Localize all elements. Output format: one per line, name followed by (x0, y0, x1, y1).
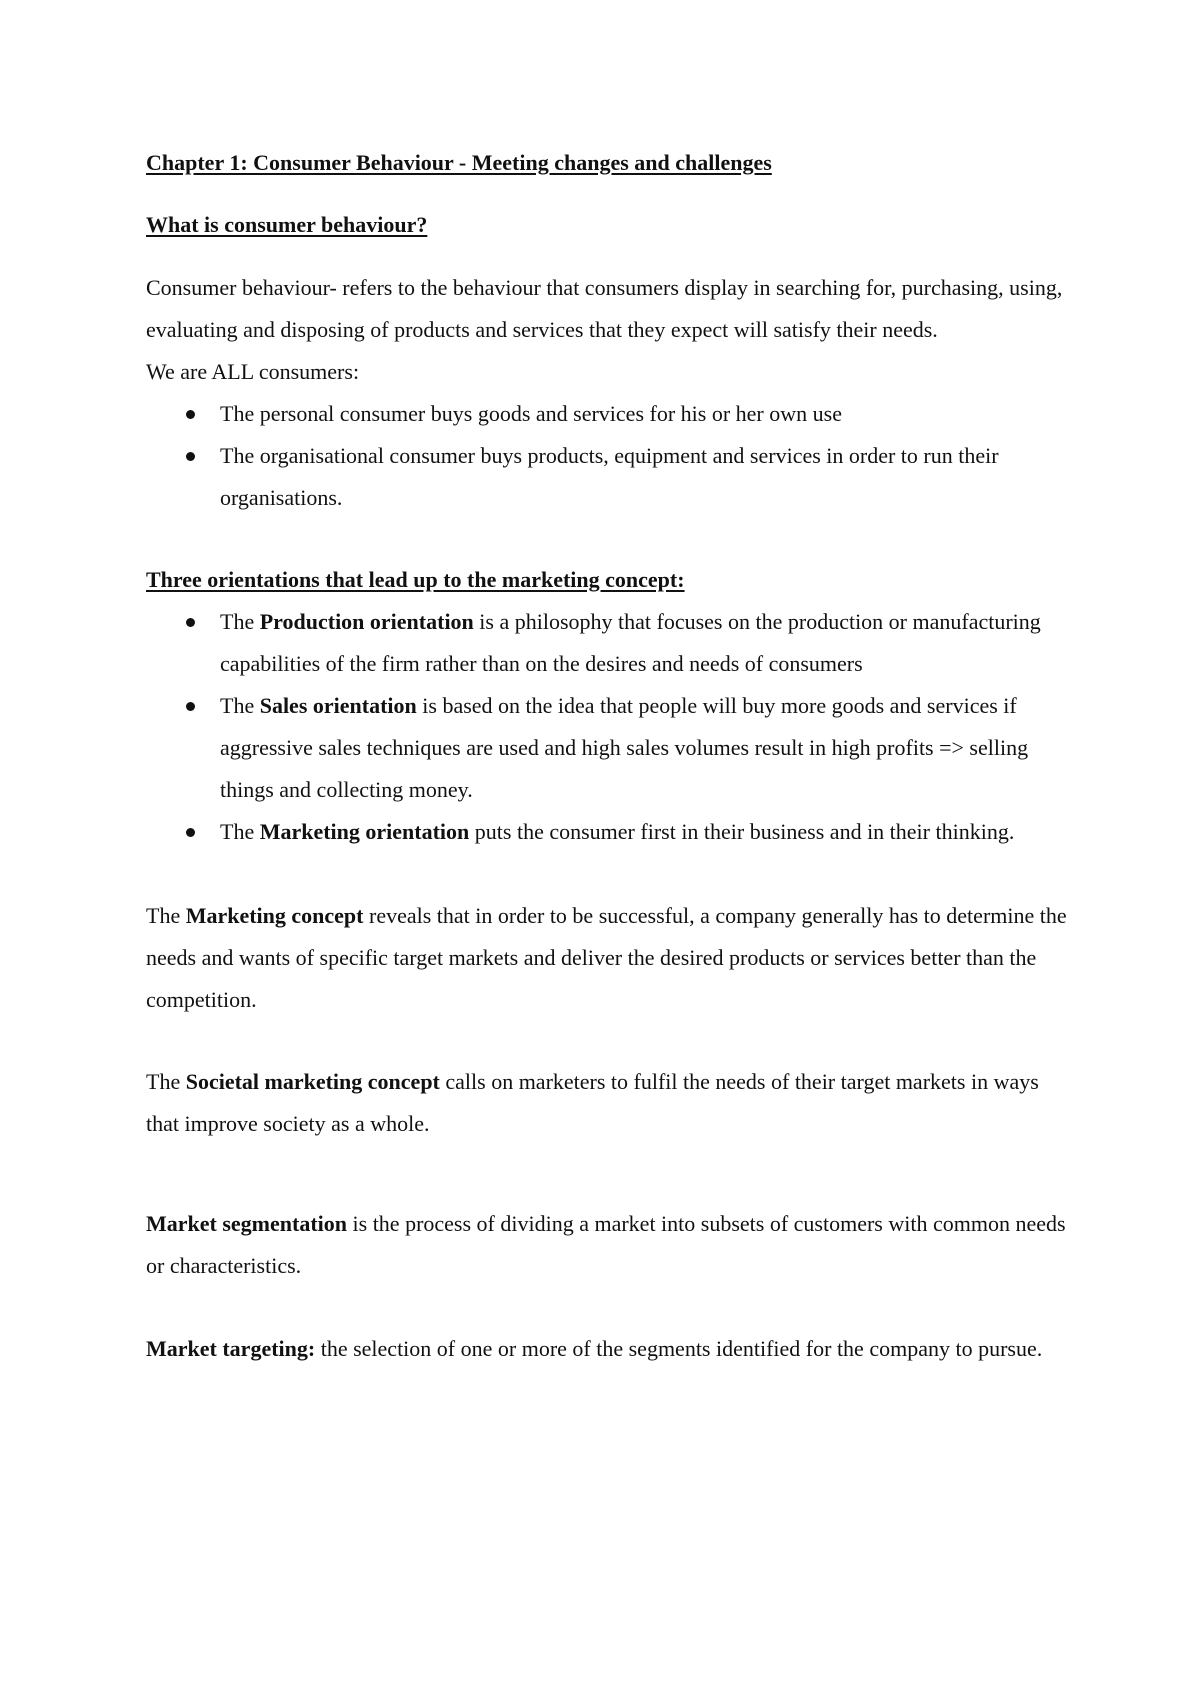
paragraph-prefix: The (146, 1069, 186, 1094)
paragraph-text: reveals that in order to be successful, a company generally has to determine the needs and wants of specific target markets and deliver the desired products or services better than the competition. (146, 903, 1067, 1012)
paragraph-term: Market segmentation (146, 1211, 348, 1236)
bullet-icon (186, 452, 195, 461)
list-item-text: The organisational consumer buys products, equipment and services in order to run their organisations. (220, 443, 999, 510)
list-item (146, 601, 1076, 685)
marketing-concept-paragraph (146, 895, 1076, 1021)
all-consumers-statement: We are ALL consumers: (146, 359, 360, 384)
list-item (146, 393, 1076, 435)
orientation-text: puts the consumer first in their business and in their thinking. (469, 819, 1015, 844)
societal-marketing-concept-paragraph (146, 1061, 1076, 1145)
orientation-text: is based on the idea that people will buy more goods and services if aggressive sales techniques are used and high sales volumes result in high profits => selling things and collecting money. (220, 693, 1029, 802)
orientation-term: Marketing orientation (259, 819, 470, 844)
orientation-text: is a philosophy that focuses on the production or manufacturing capabilities of the firm rather than on the desires and needs of consumers (220, 609, 1041, 676)
orientation-prefix: The (220, 693, 260, 718)
list-item (146, 435, 1076, 519)
orientation-prefix: The (220, 819, 260, 844)
paragraph-term: Market targeting: (146, 1336, 316, 1361)
paragraph-text: is the process of dividing a market into subsets of customers with common needs or characteristics. (146, 1211, 1066, 1278)
section-heading-three-orientations: Three orientations that lead up to the marketing concept: (146, 567, 685, 592)
list-item (146, 811, 1076, 853)
orientation-term: Production orientation (259, 609, 474, 634)
market-targeting-paragraph (146, 1328, 1076, 1370)
paragraph-text: calls on marketers to fulfil the needs of their target markets in ways that improve society as a whole. (146, 1069, 1039, 1136)
bullet-icon (186, 828, 195, 837)
consumer-behaviour-definition: Consumer behaviour- refers to the behaviour that consumers display in searching for, purchasing, using, evaluating and disposing of products and services that they expect will satisfy their needs. (146, 275, 1063, 342)
list-item (146, 685, 1076, 811)
paragraph-prefix: The (146, 903, 186, 928)
bullet-icon (186, 618, 195, 627)
section-heading-what-is-consumer-behaviour: What is consumer behaviour? (146, 212, 428, 237)
bullet-icon (186, 702, 195, 711)
paragraph-text: the selection of one or more of the segments identified for the company to pursue. (315, 1336, 1043, 1361)
paragraph-term: Societal marketing concept (185, 1069, 440, 1094)
orientation-term: Sales orientation (259, 693, 417, 718)
orientation-prefix: The (220, 609, 260, 634)
consumer-types-list (146, 393, 1076, 519)
paragraph-term: Marketing concept (185, 903, 364, 928)
bullet-icon (186, 410, 195, 419)
document-content (146, 142, 1076, 1370)
chapter-title: Chapter 1: Consumer Behaviour - Meeting changes and challenges (146, 150, 772, 175)
list-item-text: The personal consumer buys goods and services for his or her own use (220, 401, 842, 426)
market-segmentation-paragraph (146, 1203, 1076, 1287)
orientations-list (146, 601, 1076, 853)
